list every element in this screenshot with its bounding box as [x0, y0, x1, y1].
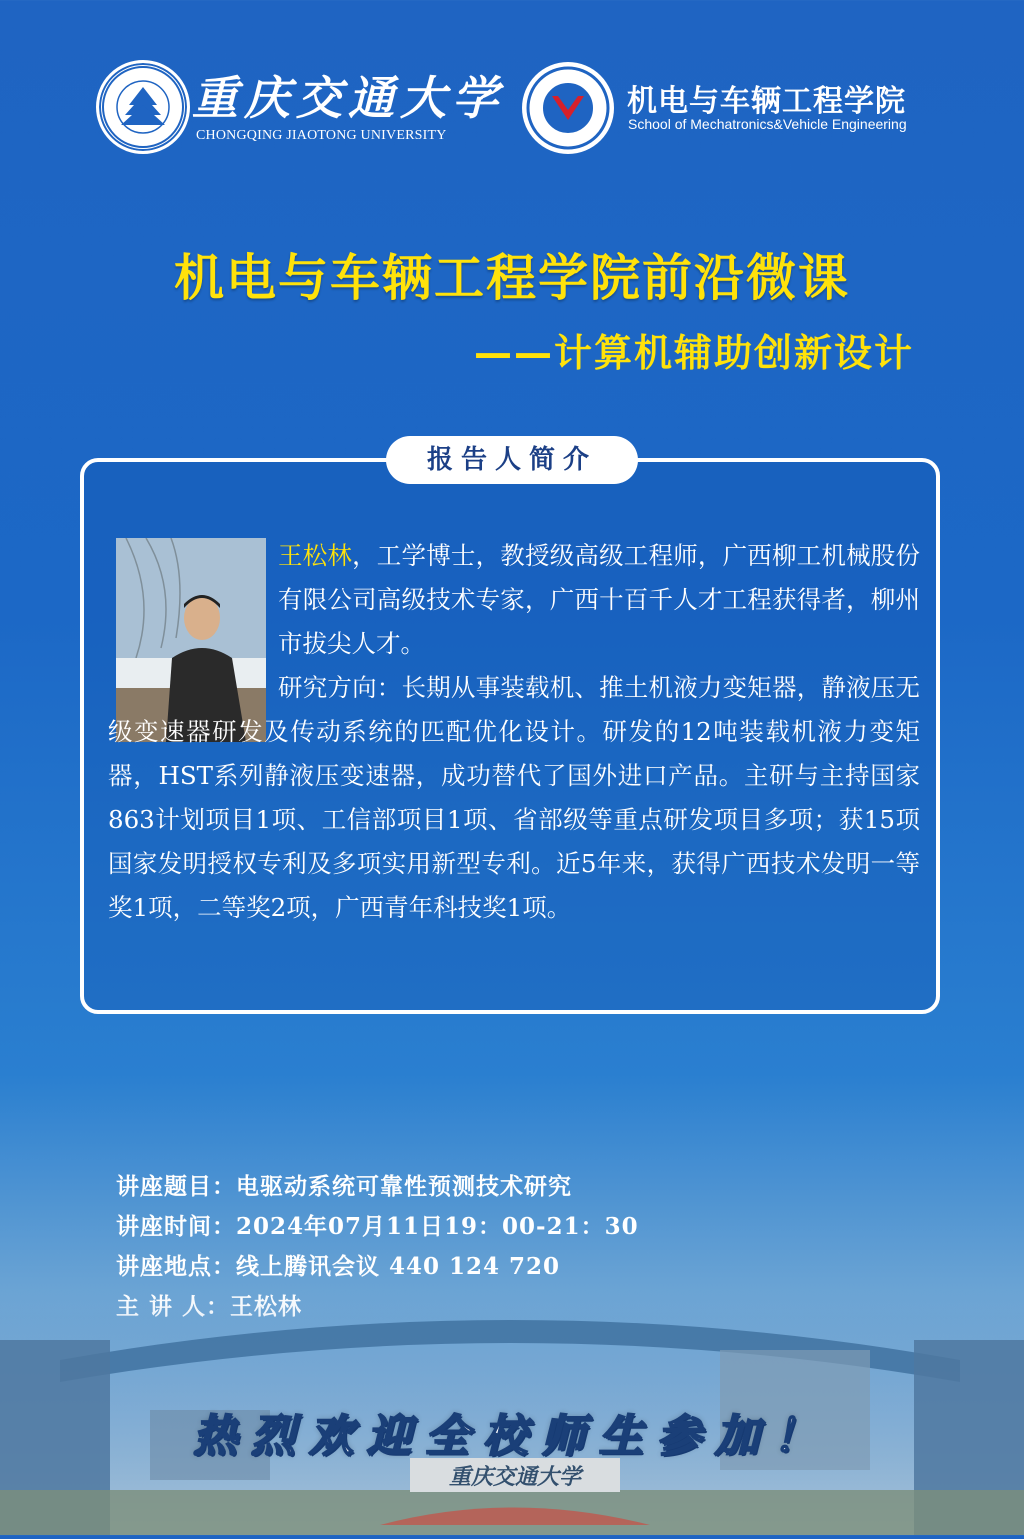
lecture-topic: 讲座题目：电驱动系统可靠性预测技术研究 [116, 1173, 572, 1200]
speaker-intro: ，工学博士，教授级高级工程师，广西柳工机械股份有限公司高级技术专家，广西十百千人才工程获得者，柳州市拔尖人才。 [278, 541, 921, 658]
main-title: 机电与车辆工程学院前沿微课 [174, 249, 850, 307]
university-name-en: CHONGQING JIAOTONG UNIVERSITY [196, 128, 447, 143]
welcome-slogan: 热烈欢迎全校师生参加！ [193, 1411, 831, 1462]
bio-tab-label: 报告人简介 [386, 436, 638, 484]
university-logo [96, 60, 190, 154]
college-logo [522, 62, 614, 154]
photo-spacer [108, 534, 278, 710]
lecture-time: 讲座时间：2024年07月11日19：00-21：30 [116, 1213, 639, 1240]
sub-title: ——计算机辅助创新设计 [473, 331, 914, 375]
speaker-bio-text [108, 534, 920, 930]
college-name-cn: 机电与车辆工程学院 [627, 84, 906, 119]
college-name-en: School of Mechatronics&Vehicle Engineering [628, 116, 907, 132]
speaker-name: 王松林 [278, 541, 353, 570]
university-name-cn: 重庆交通大学 [192, 71, 504, 125]
lecture-place: 讲座地点：线上腾讯会议 440 124 720 [116, 1253, 561, 1280]
speaker-research: 研究方向：长期从事装载机、推土机液力变矩器，静液压无级变速器研发及传动系统的匹配优化设计。研发的12吨装载机液力变矩器，HST系列静液压变速器，成功替代了国外进口产品。主研与主持国家863计划项目1项、工信部项目1项、省部级等重点研发项目多项；获15项国家发明授权专利及多项实用新型专利。近5年来，获得广西技术发明一等奖1项，二等奖2项，广西青年科技奖1项。 [108, 673, 920, 922]
gate-sign-text: 重庆交通大学 [448, 1464, 582, 1490]
